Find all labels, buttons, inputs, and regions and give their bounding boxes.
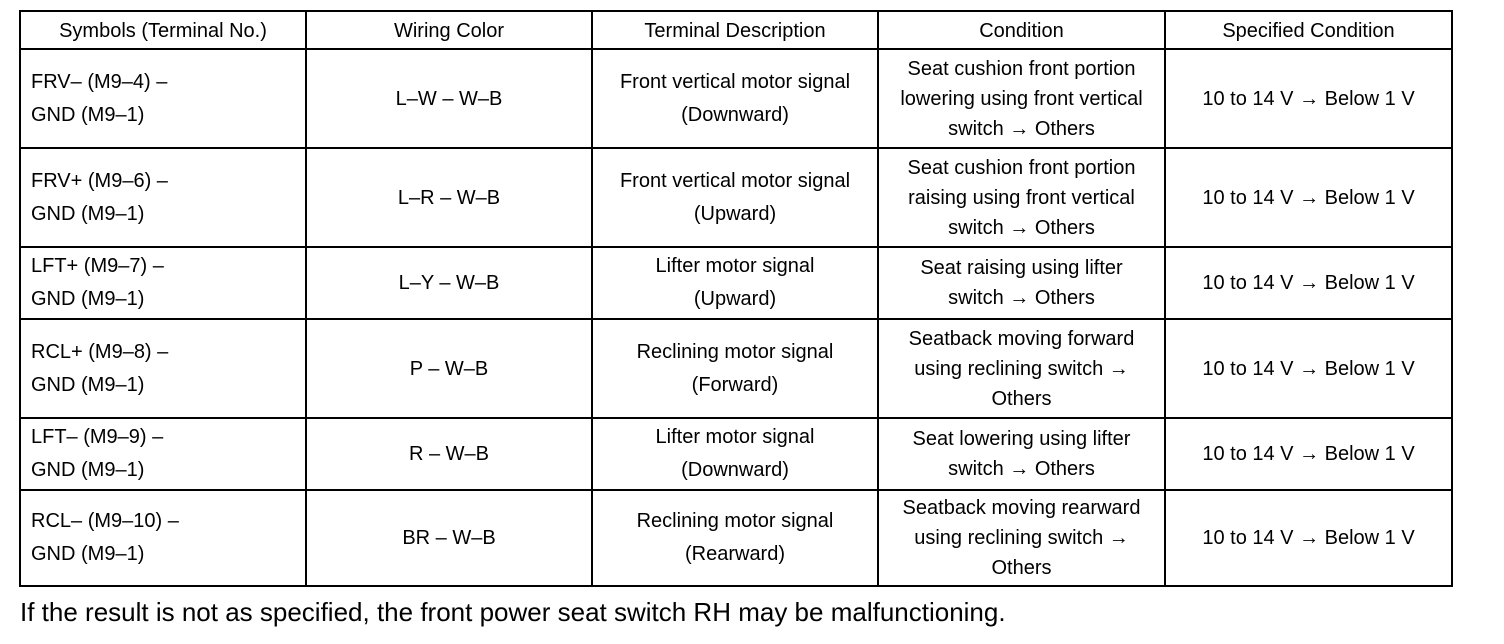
table-row (20, 49, 1452, 148)
footer-note: If the result is not as specified, the front power seat switch RH may be malfunctioning. (20, 597, 1006, 627)
cell-specified-condition: 10 to 14 V → Below 1 V (1165, 319, 1452, 418)
header-condition: Condition (878, 11, 1165, 49)
cell-description: Front vertical motor signal (Upward) (592, 148, 878, 247)
cell-symbol: RCL– (M9–10) – GND (M9–1) (20, 490, 306, 586)
header-terminal-description: Terminal Description (592, 11, 878, 49)
table-row (20, 319, 1452, 418)
cell-condition: Seat lowering using lifter switch → Others (878, 418, 1165, 490)
header-specified-condition: Specified Condition (1165, 11, 1452, 49)
table-row (20, 490, 1452, 586)
cell-condition: Seat raising using lifter switch → Others (878, 247, 1165, 319)
header-wiring-color: Wiring Color (306, 11, 592, 49)
table-row (20, 247, 1452, 319)
cell-condition: Seat cushion front portion raising using front vertical switch → Others (878, 148, 1165, 247)
cell-description: Lifter motor signal (Upward) (592, 247, 878, 319)
cell-specified-condition: 10 to 14 V → Below 1 V (1165, 247, 1452, 319)
cell-description: Front vertical motor signal (Downward) (592, 49, 878, 148)
cell-specified-condition: 10 to 14 V → Below 1 V (1165, 490, 1452, 586)
cell-description: Reclining motor signal (Forward) (592, 319, 878, 418)
table-row (20, 418, 1452, 490)
cell-wiring-color: BR – W–B (306, 490, 592, 586)
header-symbols: Symbols (Terminal No.) (20, 11, 306, 49)
cell-symbol: LFT+ (M9–7) – GND (M9–1) (20, 247, 306, 319)
cell-description: Lifter motor signal (Downward) (592, 418, 878, 490)
cell-wiring-color: L–Y – W–B (306, 247, 592, 319)
cell-description: Reclining motor signal (Rearward) (592, 490, 878, 586)
cell-wiring-color: L–W – W–B (306, 49, 592, 148)
table-header-row (20, 11, 1452, 49)
cell-symbol: FRV+ (M9–6) – GND (M9–1) (20, 148, 306, 247)
cell-specified-condition: 10 to 14 V → Below 1 V (1165, 148, 1452, 247)
cell-specified-condition: 10 to 14 V → Below 1 V (1165, 49, 1452, 148)
cell-condition: Seatback moving rearward using reclining switch → Others (878, 490, 1165, 586)
cell-symbol: LFT– (M9–9) – GND (M9–1) (20, 418, 306, 490)
cell-wiring-color: P – W–B (306, 319, 592, 418)
terminal-spec-table (19, 10, 1453, 587)
cell-condition: Seatback moving forward using reclining switch → Others (878, 319, 1165, 418)
cell-specified-condition: 10 to 14 V → Below 1 V (1165, 418, 1452, 490)
cell-wiring-color: R – W–B (306, 418, 592, 490)
cell-symbol: RCL+ (M9–8) – GND (M9–1) (20, 319, 306, 418)
cell-symbol: FRV– (M9–4) – GND (M9–1) (20, 49, 306, 148)
table-row (20, 148, 1452, 247)
cell-condition: Seat cushion front portion lowering using front vertical switch → Others (878, 49, 1165, 148)
cell-wiring-color: L–R – W–B (306, 148, 592, 247)
